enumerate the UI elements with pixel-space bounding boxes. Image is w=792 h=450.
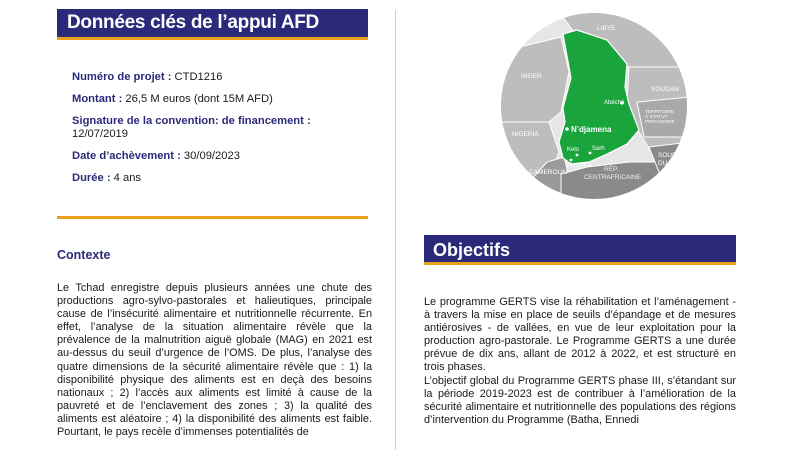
fact-project-number — [72, 71, 362, 84]
label-territoire-2: À STATUT — [645, 115, 668, 120]
label-soudan-du-sud-2: DU SUD — [658, 160, 683, 167]
fact-value: 30/09/2023 — [180, 150, 240, 162]
fact-value: CTD1216 — [171, 71, 223, 83]
marker-sarh — [589, 152, 592, 155]
city-moundou: Moundou — [567, 163, 593, 169]
city-kelo: Kelo — [567, 147, 580, 153]
label-rca-1: RÉP. — [604, 166, 619, 173]
gold-rule-objectifs — [424, 262, 736, 265]
objectifs-paragraph-1: Le programme GERTS vise la réhabilitation et l’aménagement - à travers la mise en place de seuils d’épandage et de mesures antiérosives - de vallées, en vue de leur exploitation pour la production agro-pastorale. Le Programme GERTS a une durée prévue de dix ans, allant de 2012 à 2022, et est structuré en trois phases. — [424, 296, 736, 374]
fact-label: Montant : — [72, 93, 123, 105]
objectifs-heading: Objectifs — [424, 235, 736, 262]
fact-value: 26,5 M euros (dont 15M AFD) — [122, 93, 273, 105]
column-divider — [395, 10, 396, 450]
city-abeche: Abéché — [604, 100, 625, 106]
city-ndjamena: N’djamena — [571, 125, 612, 134]
fact-label: Signature de la convention: de financement : — [72, 115, 311, 127]
city-sarh: Sarh — [592, 146, 605, 152]
fact-label: Date d’achèvement : — [72, 150, 181, 162]
fact-duration — [72, 172, 362, 185]
label-rca-2: CENTRAFRICAINE — [584, 174, 642, 181]
fact-completion — [72, 150, 362, 163]
fact-amount — [72, 93, 362, 106]
gold-rule-bottom — [57, 216, 368, 219]
label-soudan: SOUDAN — [651, 86, 679, 93]
contexte-text: Le Tchad enregistre depuis plusieurs années une chute des productions agro-sylvo-pastorales et halieutiques, principale cause de l’insécurité alimentaire et nutritionnelle récurrente. En effet, l’analyse de la situation alimentaire révèle que la prévalence de la malnutrition aiguë globale (MAG) en 2021 est au-dessus du seuil d’urgence de l’OMS. De plus, l’analyse des quatre dimensions de la sécurité alimentaire révèle que : 1) la disponibilité physique des aliments est en deçà des besoins nationaux ; 2) l’accès aux aliments est limité à cause de la pauvreté et de l’enclavement des zones ; 3) la qualité des aliments est aléatoire ; 4) la disponibilité des aliments est faible. Pourtant, le pays recèle d’immenses potentialités de — [57, 282, 372, 439]
fact-label: Numéro de projet : — [72, 71, 172, 83]
marker-moundou — [570, 159, 573, 162]
gold-rule-top — [57, 37, 368, 40]
label-nigeria: NIGERIA — [512, 131, 539, 138]
contexte-heading: Contexte — [57, 248, 111, 262]
label-libye: LIBYE — [597, 25, 616, 32]
label-territoire-3: PROVISOIRE — [645, 120, 675, 125]
key-data-title: Données clés de l’appui AFD — [57, 9, 368, 37]
marker-kelo — [576, 154, 579, 157]
fact-value: 12/07/2019 — [72, 128, 128, 140]
label-soudan-du-sud-1: SOUDAN — [658, 152, 686, 159]
marker-ndjamena — [565, 127, 569, 131]
chad-map — [499, 12, 690, 206]
key-data-list — [72, 71, 362, 194]
objectifs-text — [424, 296, 736, 427]
label-niger: NIGER — [521, 73, 542, 80]
fact-signature — [72, 115, 362, 141]
fact-label: Durée : — [72, 172, 111, 184]
label-territoire-1: TERRITOIRE — [645, 110, 674, 115]
fact-value: 4 ans — [110, 172, 142, 184]
label-cameroun: CAMEROUN — [529, 169, 567, 176]
objectifs-paragraph-2: L’objectif global du Programme GERTS phase III, s’étandant sur la période 2019-2023 est de contribuer à l’amélioration de la sécurité alimentaire et nutritionnelle des populations des régions d’intervention du Programme (Batha, Ennedi — [424, 374, 736, 426]
